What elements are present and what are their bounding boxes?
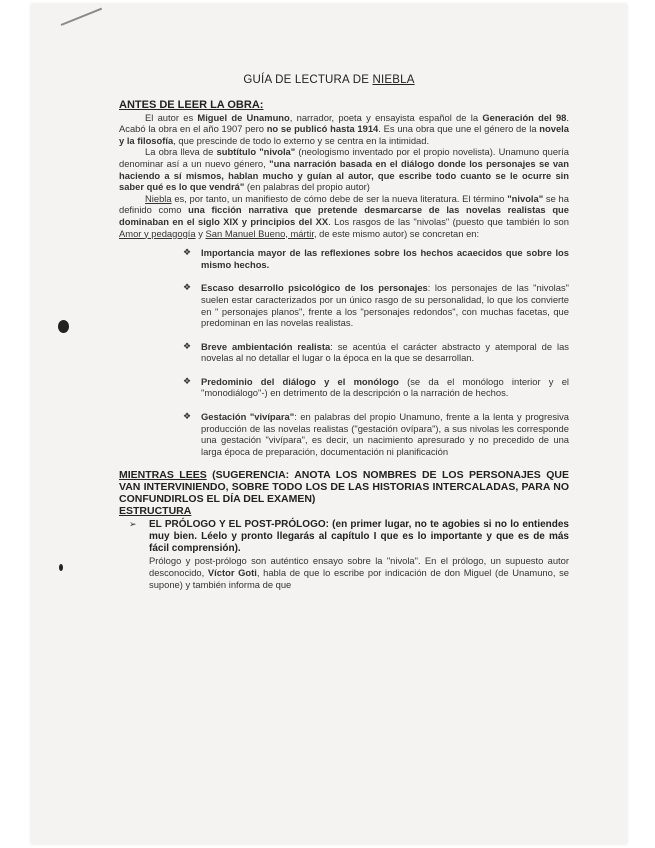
paragraph-manifesto: Niebla es, por tanto, un manifiesto de cómo debe de ser la nueva literatura. El término "nivola" se ha definido como una ficción narrativa que pretende desmarcarse de las novelas realistas que dominaban en el siglo XIX y principios del XX. Los rasgos de las "nivolas" (puesto que también lo son Amor y pedagogía y San Manuel Bueno, mártir, de este mismo autor) se concretan en:: [119, 192, 569, 239]
list-item: ❖ Breve ambientación realista: se acentúa el carácter abstracto y atemporal de las novelas al no detallar el lugar o la época en la que se desarrollan.: [183, 340, 569, 364]
list-item: ❖ Importancia mayor de las reflexiones sobre los hechos acaecidos que sobre los mismo hechos.: [183, 247, 569, 270]
features-list: [119, 247, 569, 457]
prologue-description: Prólogo y post-prólogo son auténtico ensayo sobre la "nivola". En el prólogo, un supuesto autor desconocido, Víctor Goti, habla de que lo escribe por indicación de don Miguel (de Unamuno, se supone) y también informa de que: [149, 555, 570, 590]
list-item: ❖ Escaso desarrollo psicológico de los personajes: los personajes de las "nivolas" suelen estar caracterizados por un único rasgo de su personalidad, lo que los convierte en " personajes planos", frente a los "personajes redondos", con muchas facetas, que predominan en las novelas realistas.: [183, 282, 569, 329]
section-heading-structure: ESTRUCTURA: [119, 505, 192, 518]
paragraph-author: El autor es Miguel de Unamuno, narrador, poeta y ensayista español de la Generación del 98. Acabó la obra en el año 1907 pero no se publicó hasta 1914. Es una obra que une el género de la novela y la filosofía, que prescinde de todo lo externo y se centra en la intimidad.: [119, 111, 569, 146]
document-body: [119, 100, 569, 590]
arrow-bullet-icon: ➢: [129, 519, 137, 530]
punch-hole: [59, 564, 63, 571]
pen-mark: [61, 8, 103, 26]
diamond-bullet-icon: ❖: [183, 247, 192, 258]
list-item: ❖ Gestación "vivípara": en palabras del propio Unamuno, frente a la lenta y progresiva producción de las novelas realistas ("gestación ovípara"), a sus nivolas les corresponde una gestación "vivípara", es decir, un nacimiento apresurado y no precedido de una larga época de preparación, documentación ni planificación: [183, 411, 569, 457]
structure-item-prologue: ➢ EL PRÓLOGO Y EL POST-PRÓLOGO: (en primer lugar, no te agobies si no lo entiendes muy bien. Léelo y pronto llegarás al capítulo I que es lo importante y que es de más fácil comprensión). Prólogo y post-prólogo son auténtico ensayo sobre la "nivola". En el prólogo, un supuesto autor desconocido, Víctor Goti, habla de que lo escribe por indicación de don Miguel (de Unamuno, se supone) y también informa de que: [129, 519, 570, 590]
list-item: ❖ Predominio del diálogo y el monólogo (se da el monólogo interior y el "monodiálogo"-) en detrimento de la descripción o la narración de hechos.: [183, 375, 569, 399]
diamond-bullet-icon: ❖: [183, 340, 192, 351]
punch-hole: [58, 320, 69, 333]
page-title: GUÍA DE LECTURA DE NIEBLA: [243, 74, 415, 86]
diamond-bullet-icon: ❖: [183, 282, 192, 293]
paragraph-nivola: La obra lleva de subtítulo "nivola" (neologismo inventado por el propio novelista). Unamuno quería denominar así a un nuevo género, "una narración basada en el diálogo donde los personajes se van haciendo a sí mismos, hablan mucho y guían al autor, que escribe todo cuanto se le ocurre sin saber qué es lo que vendrá" (en palabras del propio autor): [119, 146, 569, 193]
diamond-bullet-icon: ❖: [183, 375, 192, 386]
document-page: [31, 4, 627, 844]
diamond-bullet-icon: ❖: [183, 411, 192, 422]
section-heading-while-reading: MIENTRAS LEES (SUGERENCIA: ANOTA LOS NOMBRES DE LOS PERSONAJES QUE VAN INTERVINIENDO, SOBRE TODO LOS DE LAS HISTORIAS INTERCALADAS, PARA NO CONFUNDIRLOS EL DÍA DEL EXAMEN): [119, 469, 569, 506]
section-heading-before-reading: ANTES DE LEER LA OBRA:: [119, 99, 264, 111]
